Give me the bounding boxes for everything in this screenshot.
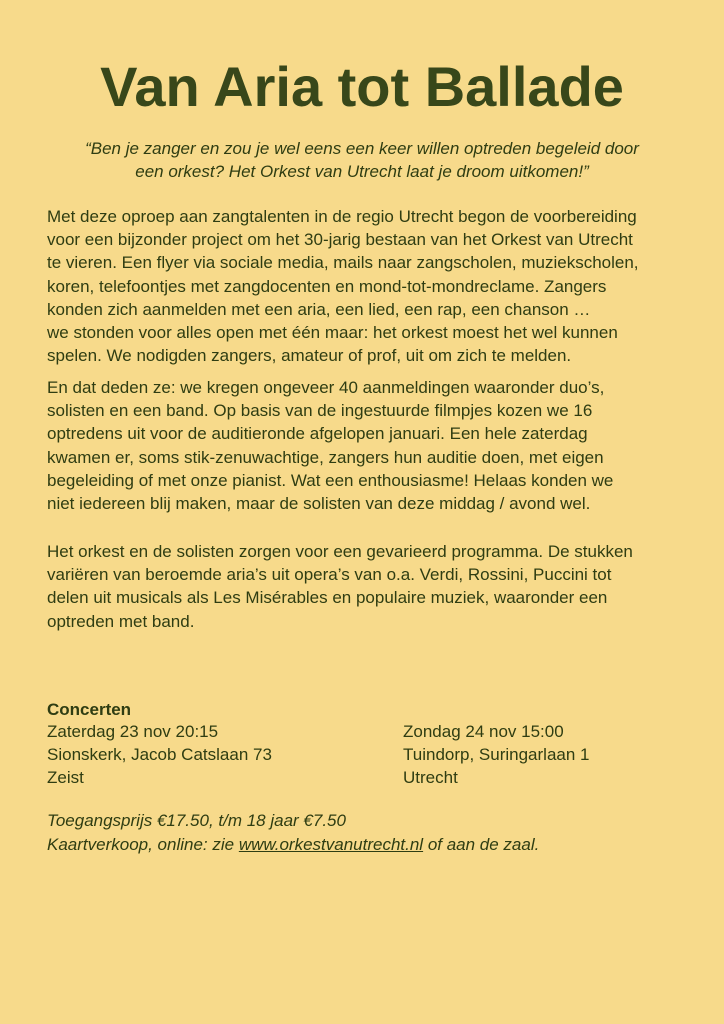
ticket-sale <box>47 833 539 857</box>
paragraph-line: konden zich aanmelden met een aria, een lied, een rap, een chanson … <box>47 299 591 319</box>
quote-line: een orkest? Het Orkest van Utrecht laat je droom uitkomen!” <box>135 162 589 181</box>
concert-city: Zeist <box>47 768 84 788</box>
concert-venue: Sionskerk, Jacob Catslaan 73 <box>47 745 272 765</box>
concert-sunday <box>403 720 590 790</box>
paragraph-line: we stonden voor alles open met één maar: het orkest moest het wel kunnen <box>47 323 618 343</box>
paragraph-line: En dat deden ze: we kregen ongeveer 40 aanmeldingen waaronder duo’s, <box>47 378 605 397</box>
paragraph-auditions <box>47 376 697 515</box>
concert-venue: Tuindorp, Suringarlaan 1 <box>403 745 590 765</box>
paragraph-line: spelen. We nodigden zangers, amateur of prof, uit om zich te melden. <box>47 346 572 366</box>
paragraph-line: begeleiding of met onze pianist. Wat een enthousiasme! Helaas konden we <box>47 470 614 490</box>
concert-saturday <box>47 720 272 790</box>
concert-datetime: Zondag 24 nov 15:00 <box>403 722 564 741</box>
ticket-price: Toegangsprijs €17.50, t/m 18 jaar €7.50 <box>47 811 346 830</box>
paragraph-line: optredens uit voor de auditieronde afgelopen januari. Een hele zaterdag <box>47 424 588 444</box>
concerts-heading: Concerten <box>47 700 132 719</box>
paragraph-line: voor een bijzonder project om het 30-jarig bestaan van het Orkest van Utrecht <box>47 230 633 250</box>
paragraph-line: Het orkest en de solisten zorgen voor een gevarieerd programma. De stukken <box>47 542 633 561</box>
paragraph-line: koren, telefoontjes met zangdocenten en mond-tot-mondreclame. Zangers <box>47 276 607 296</box>
paragraph-intro <box>47 205 697 367</box>
paragraph-program <box>47 540 697 633</box>
concert-datetime: Zaterdag 23 nov 20:15 <box>47 722 219 741</box>
paragraph-line: variëren van beroemde aria’s uit opera’s van o.a. Verdi, Rossini, Puccini tot <box>47 565 612 585</box>
paragraph-line: delen uit musicals als Les Misérables en populaire muziek, waaronder een <box>47 588 608 608</box>
page-title: Van Aria tot Ballade <box>100 55 624 118</box>
ticket-sale-prefix: Kaartverkoop, online: zie <box>47 834 239 854</box>
concert-city: Utrecht <box>403 768 458 788</box>
ticket-sale-suffix: of aan de zaal. <box>423 834 540 854</box>
paragraph-line: Met deze oproep aan zangtalenten in de regio Utrecht begon de voorbereiding <box>47 207 637 226</box>
paragraph-line: te vieren. Een flyer via sociale media, mails naar zangscholen, muziekscholen, <box>47 253 639 273</box>
quote-line: “Ben je zanger en zou je wel eens een keer willen optreden begeleid door <box>85 139 639 158</box>
paragraph-line: optreden met band. <box>47 611 195 631</box>
paragraph-line: niet iedereen blij maken, maar de solisten van deze middag / avond wel. <box>47 494 591 514</box>
paragraph-line: solisten en een band. Op basis van de ingestuurde filmpjes kozen we 16 <box>47 401 593 421</box>
intro-quote <box>40 137 684 183</box>
ticket-info <box>47 809 539 856</box>
paragraph-line: kwamen er, soms stik-zenuwachtige, zangers hun auditie doen, met eigen <box>47 447 604 467</box>
website-link[interactable]: www.orkestvanutrecht.nl <box>238 834 424 854</box>
